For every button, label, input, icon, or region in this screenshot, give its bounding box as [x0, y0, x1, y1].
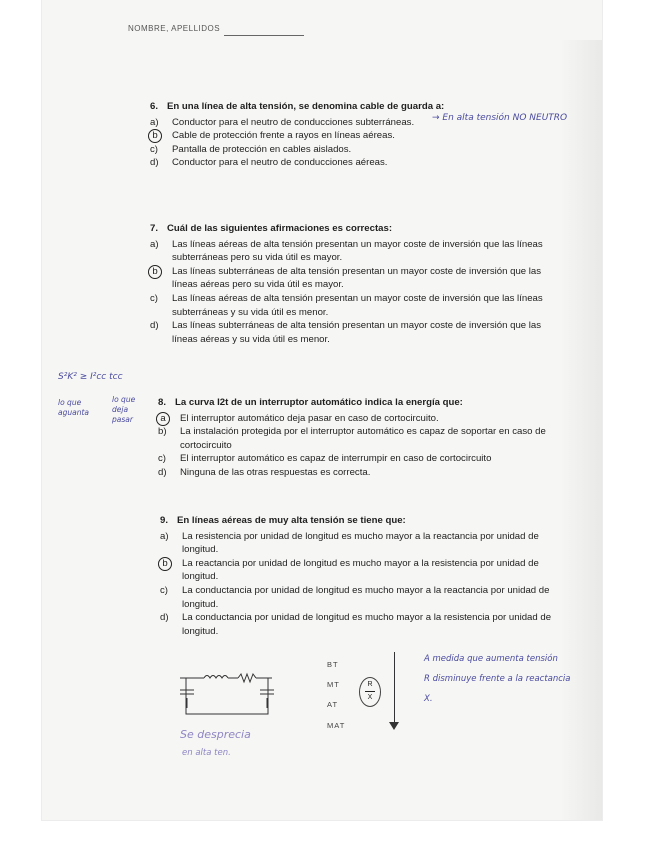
question-title: Cuál de las siguientes afirmaciones es correctas:: [167, 223, 393, 234]
selected-mark: b: [148, 129, 162, 143]
name-field-line: [224, 35, 304, 36]
question-title: En líneas aéreas de muy alta tensión se tiene que:: [177, 515, 406, 526]
scale-mt: MT: [327, 680, 340, 689]
option-a[interactable]: a) Conductor para el neutro de conducciones subterráneas.: [150, 116, 415, 128]
question-7: [150, 222, 560, 346]
question-number: 7.: [150, 223, 159, 234]
option-b-selected[interactable]: b Cable de protección frente a rayos en líneas aéreas.: [150, 129, 560, 143]
option-b-selected[interactable]: b Las líneas subterráneas de alta tensión presentan un mayor coste de inversión que las líneas aéreas pero su vida útil es mayor.: [150, 265, 560, 292]
option-d[interactable]: d) Las líneas subterráneas de alta tensión presentan un mayor coste de inversión que las líneas aéreas y su vida útil es menor.: [150, 320, 542, 345]
selected-mark: a: [156, 412, 170, 426]
question-9: [160, 514, 560, 638]
question-8: [158, 396, 558, 480]
option-b[interactable]: b) La instalación protegida por el interruptor automático es capaz de soportar en caso de cortocircuito: [158, 426, 546, 451]
page-shadow: [560, 40, 602, 820]
option-a[interactable]: a) Las líneas aéreas de alta tensión presentan un mayor coste de inversión que las líneas subterráneas pero su vida útil es mayor.: [150, 238, 543, 264]
question-number: 8.: [158, 397, 167, 408]
question-6: [150, 100, 560, 170]
option-d[interactable]: d) Ninguna de las otras respuestas es correcta.: [158, 466, 371, 478]
handwritten-right-note-3: X.: [424, 694, 433, 704]
option-c[interactable]: c) El interruptor automático es capaz de interrumpir en caso de cortocircuito: [158, 453, 492, 465]
handwritten-note-right: lo que deja pasar: [112, 395, 136, 424]
option-a-selected[interactable]: a El interruptor automático deja pasar en caso de cortocircuito.: [158, 412, 558, 426]
option-c[interactable]: c) Pantalla de protección en cables aislados.: [150, 143, 352, 155]
question-title: En una línea de alta tensión, se denomina cable de guarda a:: [167, 101, 445, 112]
option-c[interactable]: c) La conductancia por unidad de longitud es mucho mayor a la reactancia por unidad de longitud.: [160, 584, 550, 610]
handwritten-formula: S²K² ≥ I²cc tcc: [58, 372, 123, 382]
handwritten-right-note-2: R disminuye frente a la reactancia: [424, 674, 571, 684]
option-d[interactable]: d) Conductor para el neutro de conducciones aéreas.: [150, 157, 388, 169]
option-b-selected[interactable]: b La reactancia por unidad de longitud es mucho mayor a la resistencia por unidad de longitud.: [160, 557, 560, 584]
question-title: La curva I2t de un interruptor automático indica la energía que:: [175, 397, 463, 408]
question-number: 9.: [160, 515, 169, 526]
selected-mark: b: [148, 265, 162, 279]
handwritten-circuit-note-2: en alta ten.: [182, 748, 231, 758]
scale-at: AT: [327, 700, 339, 709]
question-number: 6.: [150, 101, 159, 112]
name-field-label: NOMBRE, APELLIDOS: [128, 24, 221, 33]
handwritten-circuit-note-1: Se desprecia: [180, 728, 251, 741]
arrow-down-icon: [389, 722, 399, 730]
option-a[interactable]: a) La resistencia por unidad de longitud es mucho mayor a la reactancia por unidad de longitud.: [160, 530, 539, 556]
handwritten-right-note-1: A medida que aumenta tensión: [424, 654, 558, 664]
scale-mat: MAT: [327, 721, 346, 730]
pi-circuit-sketch: [176, 664, 286, 724]
option-d[interactable]: d) La conductancia por unidad de longitud es mucho mayor a la resistencia por unidad de longitud.: [160, 612, 552, 637]
selected-mark: b: [158, 557, 172, 571]
scale-bt: BT: [327, 660, 339, 669]
handwritten-note-q6: → En alta tensión NO NEUTRO: [432, 113, 568, 123]
handwritten-note-left: lo que aguanta: [58, 398, 89, 417]
option-c[interactable]: c) Las líneas aéreas de alta tensión presentan un mayor coste de inversión que las líneas subterráneas y su vida útil es menor.: [150, 292, 543, 318]
arrow-down-line: [394, 652, 395, 727]
r-over-x-ratio: R X: [359, 677, 381, 707]
